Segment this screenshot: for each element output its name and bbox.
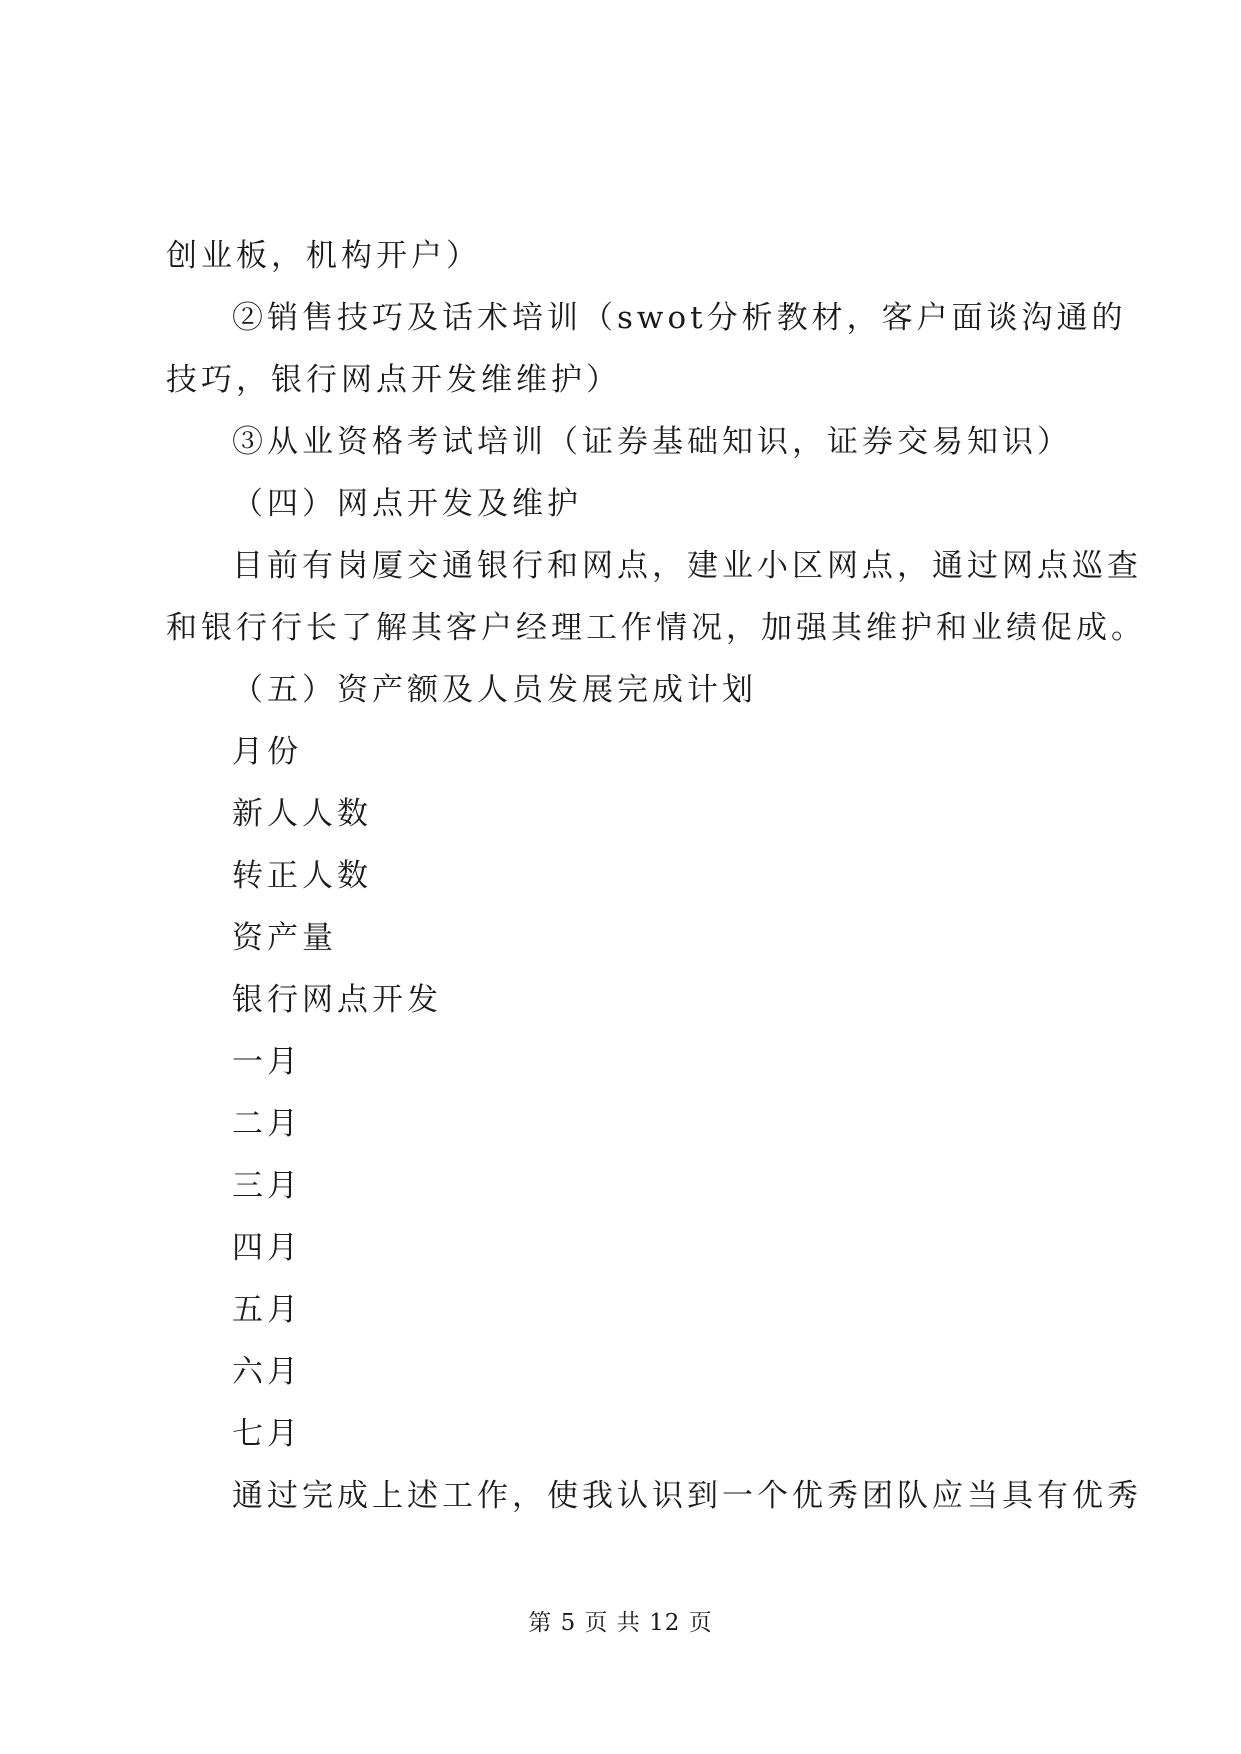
text-line-7: 和银行行长了解其客户经理工作情况，加强其维护和业绩促成。 [166,610,1146,646]
list-item: 六月 [232,1354,302,1390]
section-heading-5: （五）资产额及人员发展完成计划 [232,672,757,708]
text-line-2: ②销售技巧及话术培训（swot分析教材，客户面谈沟通的 [232,300,1127,336]
text-line-6: 目前有岗厦交通银行和网点，建业小区网点，通过网点巡查 [232,548,1142,584]
text-line-3: 技巧，银行网点开发维维护） [166,362,621,398]
text-line-21: 通过完成上述工作，使我认识到一个优秀团队应当具有优秀 [232,1478,1142,1514]
text-line-4: ③从业资格考试培训（证券基础知识，证券交易知识） [232,424,1072,460]
list-item: 银行网点开发 [232,982,442,1018]
list-item: 四月 [232,1230,302,1266]
list-item: 七月 [232,1416,302,1452]
list-item: 三月 [232,1168,302,1204]
page-number-footer: 第 5 页 共 12 页 [528,1610,713,1636]
list-item: 新人人数 [232,796,372,832]
list-item: 五月 [232,1292,302,1328]
list-item: 转正人数 [232,858,372,894]
list-item: 资产量 [232,920,337,956]
list-item: 月份 [232,734,302,770]
list-item: 一月 [232,1044,302,1080]
text-line-1: 创业板，机构开户） [166,238,481,274]
section-heading-4: （四）网点开发及维护 [232,486,582,522]
list-item: 二月 [232,1106,302,1142]
